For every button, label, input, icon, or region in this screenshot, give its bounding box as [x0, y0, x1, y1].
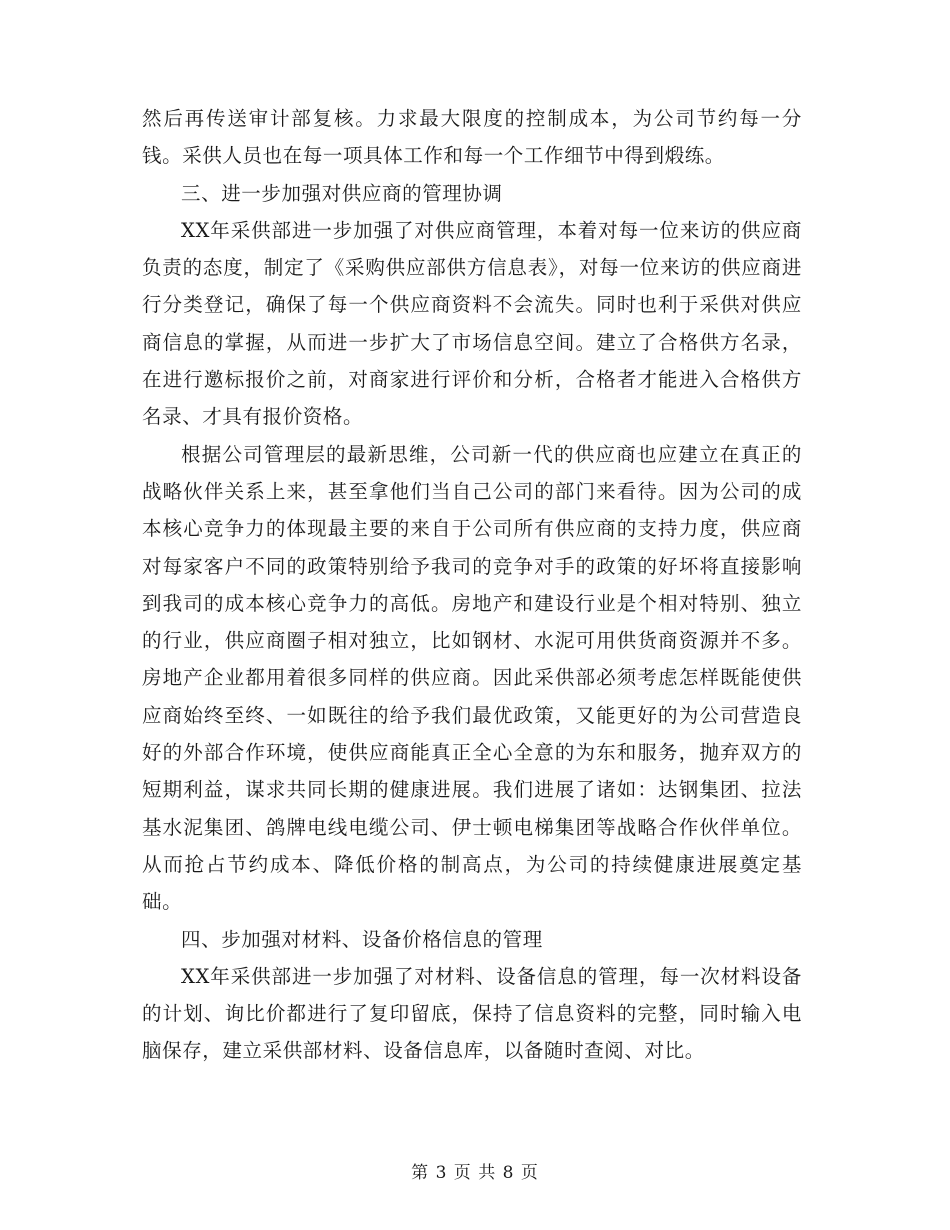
paragraph-strategic-partners: 根据公司管理层的最新思维，公司新一代的供应商也应建立在真正的战略伙伴关系上来，甚至拿他们当自己公司的部门来看待。因为公司的成本核心竞争力的体现最主要的来自于公司所有供应商的支持力度，供应商对每家客户不同的政策特别给予我司的竞争对手的政策的好坏将直接影响到我司的成本核心竞争力的高低。房地产和建设行业是个相对特别、独立的行业，供应商圈子相对独立，比如钢材、水泥可用供货商资源并不多。房地产企业都用着很多同样的供应商。因此采供部必须考虑怎样既能使供应商始终至终、一如既往的给予我们最优政策，又能更好的为公司营造良好的外部合作环境，使供应商能真正全心全意的为东和服务，抛弃双方的短期利益，谋求共同长期的健康进展。我们进展了诸如：达钢集团、拉法基水泥集团、鸽牌电线电缆公司、伊士顿电梯集团等战略合作伙伴单位。从而抢占节约成本、降低价格的制高点，为公司的持续健康进展奠定基础。: [142, 442, 802, 914]
section-heading-3: 三、进一步加强对供应商的管理协调: [181, 181, 503, 205]
document-body: [142, 100, 802, 1070]
paragraph-continuation: 然后再传送审计部复核。力求最大限度的控制成本，为公司节约每一分钱。采供人员也在每一项具体工作和每一个工作细节中得到煅练。: [142, 107, 802, 168]
paragraph-supplier-management: XX年采供部进一步加强了对供应商管理，本着对每一位来访的供应商负责的态度，制定了《采购供应部供方信息表》，对每一位来访的供应商进行分类登记，确保了每一个供应商资料不会流失。同时也利于采供对供应商信息的掌握，从而进一步扩大了市场信息空间。建立了合格供方名录，在进行邀标报价之前，对商家进行评价和分析，合格者才能进入合格供方名录、才具有报价资格。: [142, 218, 802, 429]
page-number-footer: 第 3 页 共 8 页: [411, 1163, 539, 1183]
paragraph-price-info: XX年采供部进一步加强了对材料、设备信息的管理，每一次材料设备的计划、询比价都进行了复印留底，保持了信息资料的完整，同时输入电脑保存，建立采供部材料、设备信息库，以备随时查阅、对比。: [142, 964, 802, 1063]
section-heading-4: 四、步加强对材料、设备价格信息的管理: [181, 927, 543, 951]
